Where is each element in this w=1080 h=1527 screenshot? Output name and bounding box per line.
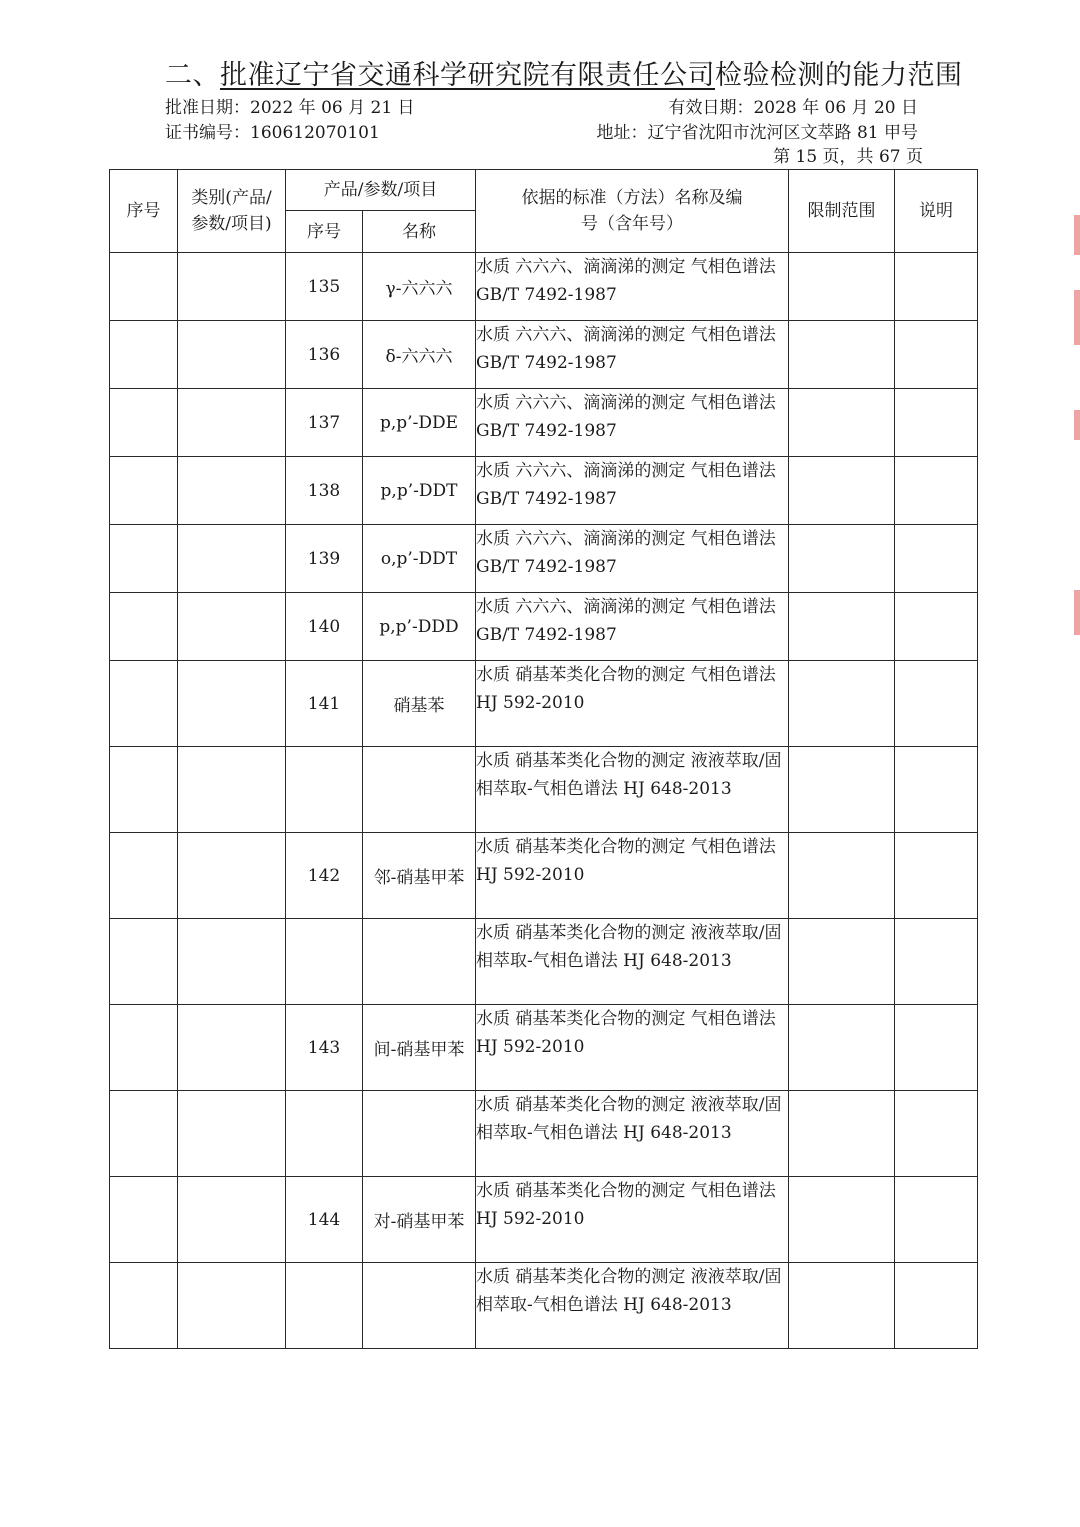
item-name: 对-硝基甲苯 xyxy=(363,1177,476,1263)
item-standard: 水质 硝基苯类化合物的测定 气相色谱法 HJ 592-2010 xyxy=(476,833,789,919)
item-standard: 水质 硝基苯类化合物的测定 液液萃取/固相萃取-气相色谱法 HJ 648-2013 xyxy=(476,747,789,833)
title-suffix: 检验检测的能力范围 xyxy=(715,60,963,91)
table-row xyxy=(110,747,978,833)
page-title xyxy=(165,56,963,96)
item-number xyxy=(286,1263,363,1349)
seal-mark xyxy=(1074,410,1080,440)
item-name: 间-硝基甲苯 xyxy=(363,1005,476,1091)
item-name: 邻-硝基甲苯 xyxy=(363,833,476,919)
item-name xyxy=(363,1263,476,1349)
item-name: 硝基苯 xyxy=(363,661,476,747)
item-number: 141 xyxy=(286,661,363,747)
table-row xyxy=(110,1091,978,1177)
page-number: 第 15 页，共 67 页 xyxy=(773,147,923,167)
item-number: 142 xyxy=(286,833,363,919)
table-row xyxy=(110,525,978,593)
header-category: 类别(产品/参数/项目) xyxy=(178,170,286,253)
table-row xyxy=(110,1005,978,1091)
item-standard: 水质 六六六、滴滴涕的测定 气相色谱法 GB/T 7492-1987 xyxy=(476,457,789,525)
item-standard: 水质 六六六、滴滴涕的测定 气相色谱法 GB/T 7492-1987 xyxy=(476,321,789,389)
table-row xyxy=(110,1177,978,1263)
table-row xyxy=(110,321,978,389)
item-name: p,p’-DDT xyxy=(363,457,476,525)
header-sub-name: 名称 xyxy=(363,211,476,253)
certificate-number: 证书编号：160612070101 xyxy=(165,123,380,143)
header-note: 说明 xyxy=(895,170,978,253)
item-name: δ-六六六 xyxy=(363,321,476,389)
item-standard: 水质 六六六、滴滴涕的测定 气相色谱法 GB/T 7492-1987 xyxy=(476,525,789,593)
title-org: 批准辽宁省交通科学研究院有限责任公司 xyxy=(220,60,715,91)
approval-date: 批准日期：2022 年 06 月 21 日 xyxy=(165,98,415,118)
item-name xyxy=(363,919,476,1005)
seal-mark xyxy=(1074,290,1080,345)
item-number: 140 xyxy=(286,593,363,661)
item-name: p,p’-DDE xyxy=(363,389,476,457)
item-name: p,p’-DDD xyxy=(363,593,476,661)
table-row xyxy=(110,457,978,525)
item-number: 137 xyxy=(286,389,363,457)
table-row xyxy=(110,919,978,1005)
header-sub-seq: 序号 xyxy=(286,211,363,253)
item-number xyxy=(286,1091,363,1177)
item-name xyxy=(363,1091,476,1177)
item-number xyxy=(286,919,363,1005)
item-number xyxy=(286,747,363,833)
item-standard: 水质 六六六、滴滴涕的测定 气相色谱法 GB/T 7492-1987 xyxy=(476,253,789,321)
title-prefix: 二、 xyxy=(165,60,220,91)
seal-mark xyxy=(1074,215,1080,255)
item-standard: 水质 六六六、滴滴涕的测定 气相色谱法 GB/T 7492-1987 xyxy=(476,389,789,457)
table-row xyxy=(110,1263,978,1349)
item-name xyxy=(363,747,476,833)
item-standard: 水质 硝基苯类化合物的测定 液液萃取/固相萃取-气相色谱法 HJ 648-2013 xyxy=(476,1091,789,1177)
header-limit: 限制范围 xyxy=(789,170,895,253)
valid-date: 有效日期：2028 年 06 月 20 日 xyxy=(668,98,918,118)
item-standard: 水质 硝基苯类化合物的测定 气相色谱法 HJ 592-2010 xyxy=(476,1005,789,1091)
item-number: 139 xyxy=(286,525,363,593)
seal-mark xyxy=(1074,590,1080,635)
item-standard: 水质 硝基苯类化合物的测定 气相色谱法 HJ 592-2010 xyxy=(476,1177,789,1263)
header-standard: 依据的标准（方法）名称及编号（含年号） xyxy=(476,170,789,253)
item-number: 144 xyxy=(286,1177,363,1263)
address: 地址：辽宁省沈阳市沈河区文萃路 81 甲号 xyxy=(596,123,918,143)
table-row xyxy=(110,661,978,747)
item-number: 143 xyxy=(286,1005,363,1091)
item-standard: 水质 六六六、滴滴涕的测定 气相色谱法 GB/T 7492-1987 xyxy=(476,593,789,661)
table-row xyxy=(110,833,978,919)
header-group: 产品/参数/项目 xyxy=(286,170,476,211)
item-name: γ-六六六 xyxy=(363,253,476,321)
item-number: 138 xyxy=(286,457,363,525)
item-name: o,p’-DDT xyxy=(363,525,476,593)
item-standard: 水质 硝基苯类化合物的测定 液液萃取/固相萃取-气相色谱法 HJ 648-2013 xyxy=(476,1263,789,1349)
item-standard: 水质 硝基苯类化合物的测定 液液萃取/固相萃取-气相色谱法 HJ 648-2013 xyxy=(476,919,789,1005)
header-seq: 序号 xyxy=(110,170,178,253)
table-row xyxy=(110,593,978,661)
table-row xyxy=(110,389,978,457)
table-row xyxy=(110,253,978,321)
item-standard: 水质 硝基苯类化合物的测定 气相色谱法 HJ 592-2010 xyxy=(476,661,789,747)
item-number: 135 xyxy=(286,253,363,321)
item-number: 136 xyxy=(286,321,363,389)
capability-table xyxy=(109,169,978,1349)
